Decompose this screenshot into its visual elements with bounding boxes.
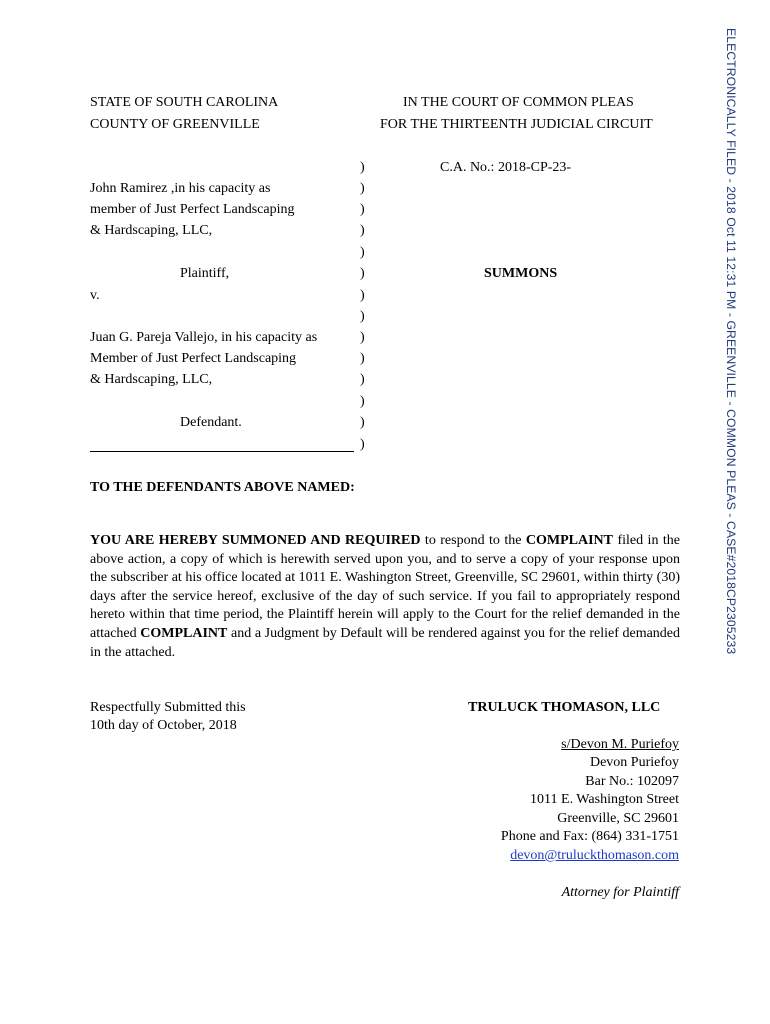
submitted-line: Respectfully Submitted this bbox=[90, 700, 246, 715]
caption-paren: ) bbox=[360, 181, 365, 196]
email-link[interactable]: devon@truluckthomason.com bbox=[510, 848, 679, 863]
case-number: C.A. No.: 2018-CP-23- bbox=[440, 160, 572, 175]
caption-paren: ) bbox=[360, 202, 365, 217]
plaintiff-line-3: & Hardscaping, LLC, bbox=[90, 223, 213, 238]
caption-paren: ) bbox=[360, 330, 365, 345]
defendant-line-2: Member of Just Perfect Landscaping bbox=[90, 351, 297, 366]
caption-paren: ) bbox=[360, 415, 365, 430]
attorney-name: Devon Puriefoy bbox=[589, 755, 679, 770]
caption-paren: ) bbox=[360, 223, 365, 238]
caption-paren: ) bbox=[360, 394, 365, 409]
attorney-role: Attorney for Plaintiff bbox=[561, 885, 679, 900]
caption-paren: ) bbox=[360, 372, 365, 387]
document-title: SUMMONS bbox=[484, 266, 558, 281]
caption-paren: ) bbox=[360, 437, 365, 452]
county-heading: COUNTY OF GREENVILLE bbox=[90, 117, 260, 132]
bar-number: Bar No.: 102097 bbox=[585, 774, 679, 789]
paragraph-text-1: to respond to the bbox=[420, 533, 526, 548]
plaintiff-line-1: John Ramirez ,in his capacity as bbox=[90, 181, 271, 196]
firm-name: TRULUCK THOMASON, LLC bbox=[468, 700, 661, 715]
paragraph-text-3: and a Judgment by Default will be rendered against you for the relief demanded in the attached. bbox=[90, 625, 681, 660]
caption-divider-line bbox=[90, 451, 354, 452]
summoned-phrase: YOU ARE HEREBY SUMMONED AND REQUIRED bbox=[90, 533, 421, 548]
caption-paren: ) bbox=[360, 309, 365, 324]
caption-paren: ) bbox=[360, 160, 365, 175]
office-street: 1011 E. Washington Street bbox=[530, 792, 679, 807]
state-heading: STATE OF SOUTH CAROLINA bbox=[90, 95, 279, 110]
office-city: Greenville, SC 29601 bbox=[557, 811, 679, 826]
defendant-line-1: Juan G. Pareja Vallejo, in his capacity as bbox=[90, 330, 318, 345]
submitted-date: 10th day of October, 2018 bbox=[90, 718, 237, 733]
defendant-label: Defendant. bbox=[180, 415, 242, 430]
electronic-signature: s/Devon M. Puriefoy bbox=[561, 737, 679, 752]
complaint-term: COMPLAINT bbox=[140, 625, 228, 641]
caption-paren: ) bbox=[360, 266, 365, 281]
phone-fax: Phone and Fax: (864) 331-1751 bbox=[500, 829, 679, 844]
address-line: TO THE DEFENDANTS ABOVE NAMED: bbox=[90, 480, 355, 495]
paragraph-text-2: filed in the above action, a copy of which is herewith served upon you, and to serve a copy of your response upon the subscriber at his office located at 1011 E. Washington Street, Greenville, SC 29601, within thirty (30) days after the service hereof, exclusive of the day of such service. If you fail to appropriately respond hereto within that time period, the Plaintiff herein will apply to the Court for the relief demanded in the attached bbox=[90, 533, 680, 641]
caption-paren: ) bbox=[360, 288, 365, 303]
filing-stamp-text: ELECTRONICALLY FILED - 2018 Oct 11 12:31 PM - GREENVILLE - COMMON PLEAS - CASE#2018CP2305233 bbox=[724, 28, 738, 655]
caption-paren: ) bbox=[360, 245, 365, 260]
summons-paragraph bbox=[90, 532, 680, 662]
plaintiff-line-2: member of Just Perfect Landscaping bbox=[90, 202, 295, 217]
caption-paren: ) bbox=[360, 351, 365, 366]
court-heading: IN THE COURT OF COMMON PLEAS bbox=[403, 95, 634, 110]
plaintiff-label: Plaintiff, bbox=[180, 266, 230, 281]
complaint-term: COMPLAINT bbox=[525, 533, 614, 548]
electronic-filing-stamp bbox=[723, 28, 739, 688]
defendant-line-3: & Hardscaping, LLC, bbox=[90, 372, 213, 387]
circuit-heading: FOR THE THIRTEENTH JUDICIAL CIRCUIT bbox=[380, 117, 653, 132]
versus: v. bbox=[90, 288, 100, 303]
